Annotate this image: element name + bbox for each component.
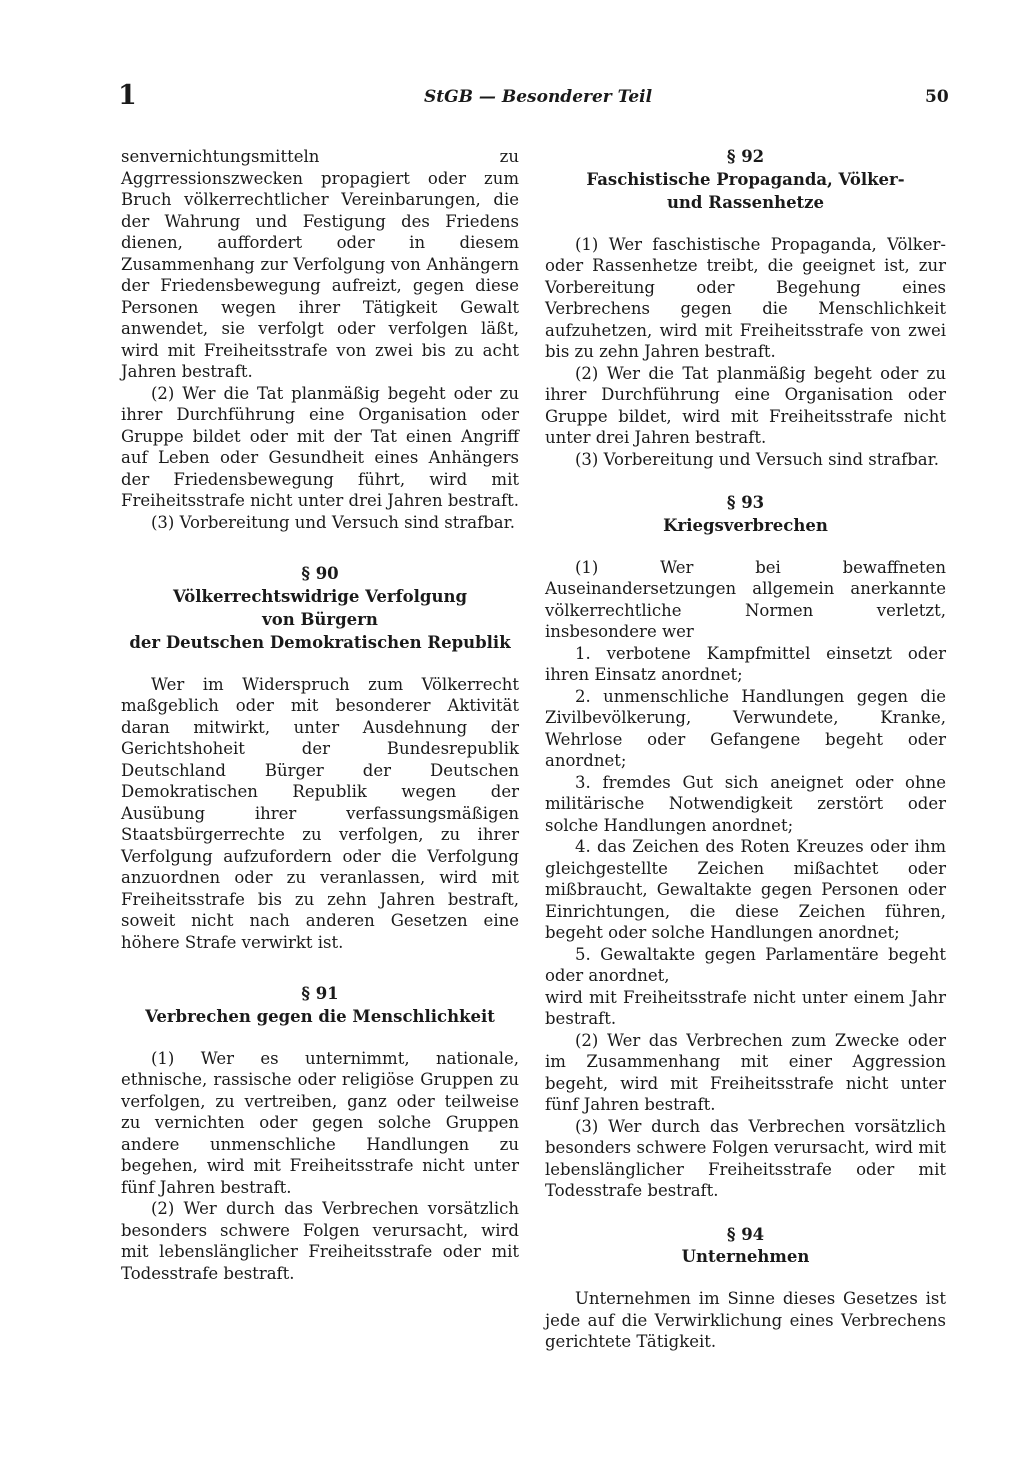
section-91-paragraph-1: (1) Wer es unternimmt, nationale, ethnische, rassische oder religiöse Gruppen zu verfolgen, zu vertreiben, ganz oder teilweise zu vernichten oder gegen solche Gruppen andere unmenschliche Handlungen zu begehen, wird mit Freiheitsstrafe nicht unter fünf Jahren bestraft.: [121, 1048, 519, 1197]
list-item: 4. das Zeichen des Roten Kreuzes oder ihm gleichgestellte Zeichen mißachtet oder mißbraucht, Gewaltakte gegen Personen oder Einrichtungen, die diese Zeichen führen, begeht oder solche Handlungen anordnet;: [545, 837, 946, 942]
list-item: 2. unmenschliche Handlungen gegen die Zivilbevölkerung, Verwundete, Kranke, Wehrlose oder Gefangene begeht oder anordnet;: [545, 686, 946, 770]
section-92-paragraph-3: (3) Vorbereitung und Versuch sind strafbar.: [575, 449, 939, 469]
section-91-paragraph-2: (2) Wer durch das Verbrechen vorsätzlich besonders schwere Folgen verursacht, wird mit lebenslänglicher Freiheitsstrafe oder mit Todesstrafe bestraft.: [121, 1199, 519, 1283]
section-94-text: Unternehmen im Sinne dieses Gesetzes ist jede auf die Verwirklichung eines Verbrechens gerichtete Tätigkeit.: [545, 1289, 946, 1351]
section-92-title-line-2: und Rassenhetze: [666, 192, 825, 212]
list-item: 5. Gewaltakte gegen Parlamentäre begeht oder anordnet,: [545, 944, 946, 985]
page-header: [0, 80, 1024, 112]
section-91-number: § 91: [301, 984, 339, 1003]
right-column: [545, 146, 946, 1353]
list-item: 1. verbotene Kampfmittel einsetzt oder ihren Einsatz anordnet;: [545, 643, 946, 684]
section-92-paragraph-1: (1) Wer faschistische Propaganda, Völker- oder Rassenhetze treibt, die geeignet ist, zur Vorbereitung oder Begehung eines Verbrechens gegen die Menschlichkeit aufzuhetzen, wird mit Freiheitsstrafe von zwei bis zu zehn Jahren bestraft.: [545, 234, 946, 361]
section-90-text: Wer im Widerspruch zum Völkerrecht maßgeblich oder mit besonderer Aktivität daran mitwirkt, unter Ausdehnung der Gerichtshoheit der Bundesrepublik Deutschland Bürger der Deutschen Demokratischen Republik wegen der Ausübung ihrer verfassungsmäßigen Staatsbürgerrechte zu verfolgen, zu ihrer Verfolgung aufzufordern oder die Verfolgung anzuordnen oder zu veranlassen, wird mit Freiheitsstrafe bis zu zehn Jahren bestraft, soweit nicht nach anderen Gesetzen eine höhere Strafe verwirkt ist.: [121, 674, 519, 952]
left-column: [121, 146, 519, 1284]
section-94-title: Unternehmen: [681, 1247, 810, 1266]
section-90-title-line-2: von Bürgern: [262, 609, 378, 629]
chapter-number: 1: [118, 80, 137, 111]
paragraph-2: (2) Wer die Tat planmäßig begeht oder zu ihrer Durchführung eine Organisation oder Gruppe bildet oder mit der Tat einen Angriff auf Leben oder Gesundheit eines Anhängers der Friedensbewegung führt, wird mit Freiheitsstrafe nicht unter drei Jahren bestraft.: [121, 383, 519, 510]
section-93-paragraph-3: (3) Wer durch das Verbrechen vorsätzlich besonders schwere Folgen verursacht, wird mit lebenslänglicher Freiheitsstrafe oder mit Todesstrafe bestraft.: [545, 1116, 946, 1200]
page-number: 50: [925, 87, 949, 107]
running-title: StGB — Besonderer Teil: [424, 87, 653, 107]
section-92-title-line-1: Faschistische Propaganda, Völker-: [586, 169, 905, 189]
section-93-title: Kriegsverbrechen: [663, 515, 828, 535]
section-93-paragraph-1: (1) Wer bei bewaffneten Auseinandersetzungen allgemein anerkannte völkerrechtliche Normen verletzt, insbesondere wer: [545, 557, 946, 641]
section-90-number: § 90: [301, 564, 339, 583]
section-93-paragraph-2: (2) Wer das Verbrechen zum Zwecke oder im Zusammenhang mit einer Aggression begeht, wird mit Freiheitsstrafe nicht unter fünf Jahren bestraft.: [545, 1030, 946, 1114]
section-94-number: § 94: [726, 1224, 765, 1244]
section-93-number: § 93: [726, 493, 765, 512]
paragraph-3: (3) Vorbereitung und Versuch sind strafbar.: [151, 512, 515, 532]
section-93-penalty: wird mit Freiheitsstrafe nicht unter einem Jahr bestraft.: [545, 987, 946, 1028]
continuation-paragraph: senvernichtungsmitteln zu Aggrressionszwecken propagiert oder zum Bruch völkerrechtlicher Vereinbarungen, die der Wahrung und Festigung des Friedens dienen, auffordert oder in diesem Zusammenhang zur Verfolgung von Anhängern der Friedensbewegung aufreizt, gegen diese Personen wegen ihrer Tätigkeit Gewalt anwendet, sie verfolgt oder verfolgen läßt, wird mit Freiheitsstrafe von zwei bis zu acht Jahren bestraft.: [121, 147, 519, 381]
section-92-number: § 92: [726, 147, 765, 166]
section-91-title: Verbrechen gegen die Menschlichkeit: [145, 1006, 495, 1026]
list-item: 3. fremdes Gut sich aneignet oder ohne militärische Notwendigkeit zerstört oder solche Handlungen anordnet;: [545, 772, 946, 835]
section-90-title-line-1: Völkerrechtswidrige Verfolgung: [173, 586, 467, 606]
section-90-title-line-3: der Deutschen Demokratischen Republik: [129, 632, 511, 652]
section-92-paragraph-2: (2) Wer die Tat planmäßig begeht oder zu ihrer Durchführung eine Organisation oder Gruppe bildet, wird mit Freiheitsstrafe nicht unter drei Jahren bestraft.: [545, 363, 946, 447]
